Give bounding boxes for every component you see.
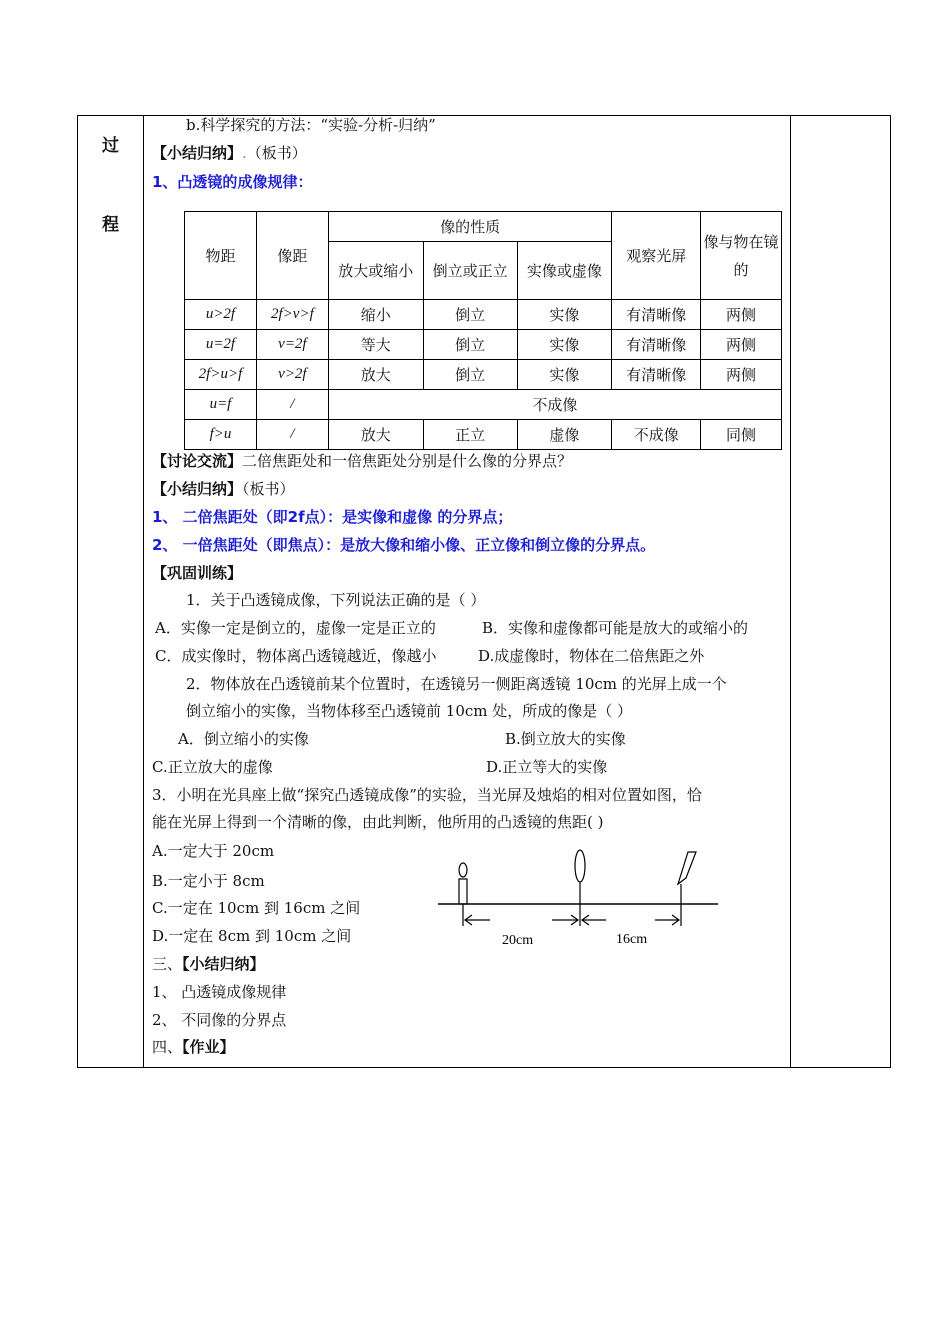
- q2-stem-line1: 2．物体放在凸透镜前某个位置时，在透镜另一侧距离透镜 10cm 的光屏上成一个: [186, 675, 727, 693]
- column-divider-left: [143, 116, 144, 1067]
- cell-side: 两侧: [701, 300, 782, 330]
- summary-label: 【小结归纳】: [152, 480, 243, 498]
- q1-option-d: D.成虚像时，物体在二倍焦距之外: [478, 647, 705, 665]
- cell-side: 同侧: [701, 420, 782, 450]
- section4-heading: [152, 1037, 235, 1057]
- cell-screen: 有清晰像: [612, 300, 701, 330]
- header-screen: 观察光屏: [612, 212, 701, 300]
- section3-heading: [152, 954, 265, 974]
- q3-stem-line1: 3．小明在光具座上做“探究凸透镜成像”的实验，当光屏及烛焰的相对位置如图，恰: [152, 786, 702, 804]
- cell-u: f>u: [185, 420, 257, 450]
- summary-suffix: （板书）: [246, 144, 307, 162]
- column-divider-right: [790, 116, 791, 1067]
- q2-stem-line2: 倒立缩小的实像，当物体移至凸透镜前 10cm 处，所成的像是（ ）: [186, 702, 633, 720]
- q3-option-c: C.一定在 10cm 到 16cm 之间: [152, 899, 361, 917]
- lens-icon: [575, 850, 585, 926]
- cell-screen: 有清晰像: [612, 330, 701, 360]
- header-orientation: 倒立或正立: [423, 242, 517, 300]
- header-real-virtual: 实像或虚像: [517, 242, 612, 300]
- cell-u: u>2f: [185, 300, 257, 330]
- cell-size: 放大: [328, 420, 423, 450]
- summary-label: 【小结归纳】: [152, 144, 243, 162]
- cell-orient: 倒立: [423, 330, 517, 360]
- q3-option-d: D.一定在 8cm 到 10cm 之间: [152, 927, 352, 945]
- summary-item-2: 2、 不同像的分界点: [152, 1011, 287, 1029]
- table-row: [185, 300, 782, 330]
- table-row: [185, 420, 782, 450]
- cell-screen: 有清晰像: [612, 360, 701, 390]
- summary-dot: .: [242, 144, 247, 162]
- cell-size: 等大: [328, 330, 423, 360]
- cell-real-virtual: 实像: [517, 360, 612, 390]
- header-object-distance: 物距: [185, 212, 257, 300]
- lens-imaging-table: [184, 211, 782, 450]
- cell-v: /: [256, 390, 328, 420]
- side-label-cheng: 程: [102, 215, 119, 235]
- screen-icon: [678, 852, 696, 926]
- section3-prefix: 三、: [152, 955, 183, 973]
- table-row: [185, 330, 782, 360]
- cell-real-virtual: 虚像: [517, 420, 612, 450]
- distance-arrows: [465, 915, 679, 925]
- cell-side: 两侧: [701, 330, 782, 360]
- boundary-point-2: 2、 一倍焦距处（即焦点）：是放大像和缩小像、正立像和倒立像的分界点。: [152, 536, 656, 554]
- cell-v: /: [256, 420, 328, 450]
- header-image-nature: 像的性质: [328, 212, 611, 242]
- q3-option-b: B.一定小于 8cm: [152, 872, 265, 890]
- q1-option-a: A．实像一定是倒立的，虚像一定是正立的: [155, 619, 436, 637]
- q1-option-c: C．成实像时，物体离凸透镜越近，像越小: [155, 647, 437, 665]
- distance-label-1: 20cm: [502, 933, 534, 948]
- optical-bench-diagram: [430, 840, 730, 955]
- summary-suffix: （板书）: [242, 480, 295, 498]
- cell-v: v>2f: [256, 360, 328, 390]
- cell-real-virtual: 实像: [517, 330, 612, 360]
- boundary-point-1: 1、 二倍焦距处（即2f点）：是实像和虚像 的分界点；: [152, 508, 513, 526]
- cell-no-image: 不成像: [328, 390, 781, 420]
- cell-u: u=f: [185, 390, 257, 420]
- side-label-guo: 过: [102, 136, 119, 156]
- cell-orient: 倒立: [423, 300, 517, 330]
- section4-prefix: 四、: [152, 1038, 183, 1056]
- cell-orient: 正立: [423, 420, 517, 450]
- cell-u: 2f>u>f: [185, 360, 257, 390]
- cell-size: 缩小: [328, 300, 423, 330]
- summary-item-1: 1、 凸透镜成像规律: [152, 983, 287, 1001]
- discussion-label: 【讨论交流】: [152, 452, 243, 470]
- table-row: [185, 390, 782, 420]
- cell-v: v=2f: [256, 330, 328, 360]
- q3-stem-line2: 能在光屏上得到一个清晰的像，由此判断，他所用的凸透镜的焦距( ): [152, 813, 604, 831]
- table-row: [185, 360, 782, 390]
- q2-option-a: A．倒立缩小的实像: [178, 730, 309, 748]
- cell-v: 2f>v>f: [256, 300, 328, 330]
- cell-screen: 不成像: [612, 420, 701, 450]
- q2-option-d: D.正立等大的实像: [486, 758, 608, 776]
- method-line: b.科学探究的方法：“实验-分析-归纳”: [186, 116, 436, 134]
- cell-real-virtual: 实像: [517, 300, 612, 330]
- summary-heading-1: [152, 143, 307, 163]
- cell-side: 两侧: [701, 360, 782, 390]
- rule-title: 1、凸透镜的成像规律：: [152, 173, 313, 191]
- header-side: 像与物在镜的: [701, 212, 782, 300]
- distance-label-2: 16cm: [616, 932, 648, 947]
- section4-label: 【作业】: [182, 1038, 235, 1056]
- q1-stem: 1．关于凸透镜成像，下列说法正确的是（ ）: [186, 591, 486, 609]
- header-image-distance: 像距: [256, 212, 328, 300]
- summary-heading-2: [152, 479, 295, 499]
- header-size: 放大或缩小: [328, 242, 423, 300]
- cell-u: u=2f: [185, 330, 257, 360]
- q2-option-b: B.倒立放大的实像: [505, 730, 626, 748]
- discussion-text: 二倍焦距处和一倍焦距处分别是什么像的分界点？: [242, 452, 573, 470]
- candle-icon: [459, 863, 467, 926]
- q3-option-a: A.一定大于 20cm: [152, 842, 275, 860]
- discussion-line: [152, 451, 572, 471]
- cell-size: 放大: [328, 360, 423, 390]
- practice-heading: 【巩固训练】: [152, 564, 243, 582]
- cell-orient: 倒立: [423, 360, 517, 390]
- section3-label: 【小结归纳】: [182, 955, 265, 973]
- q1-option-b: B．实像和虚像都可能是放大的或缩小的: [482, 619, 749, 637]
- q2-option-c: C.正立放大的虚像: [152, 758, 273, 776]
